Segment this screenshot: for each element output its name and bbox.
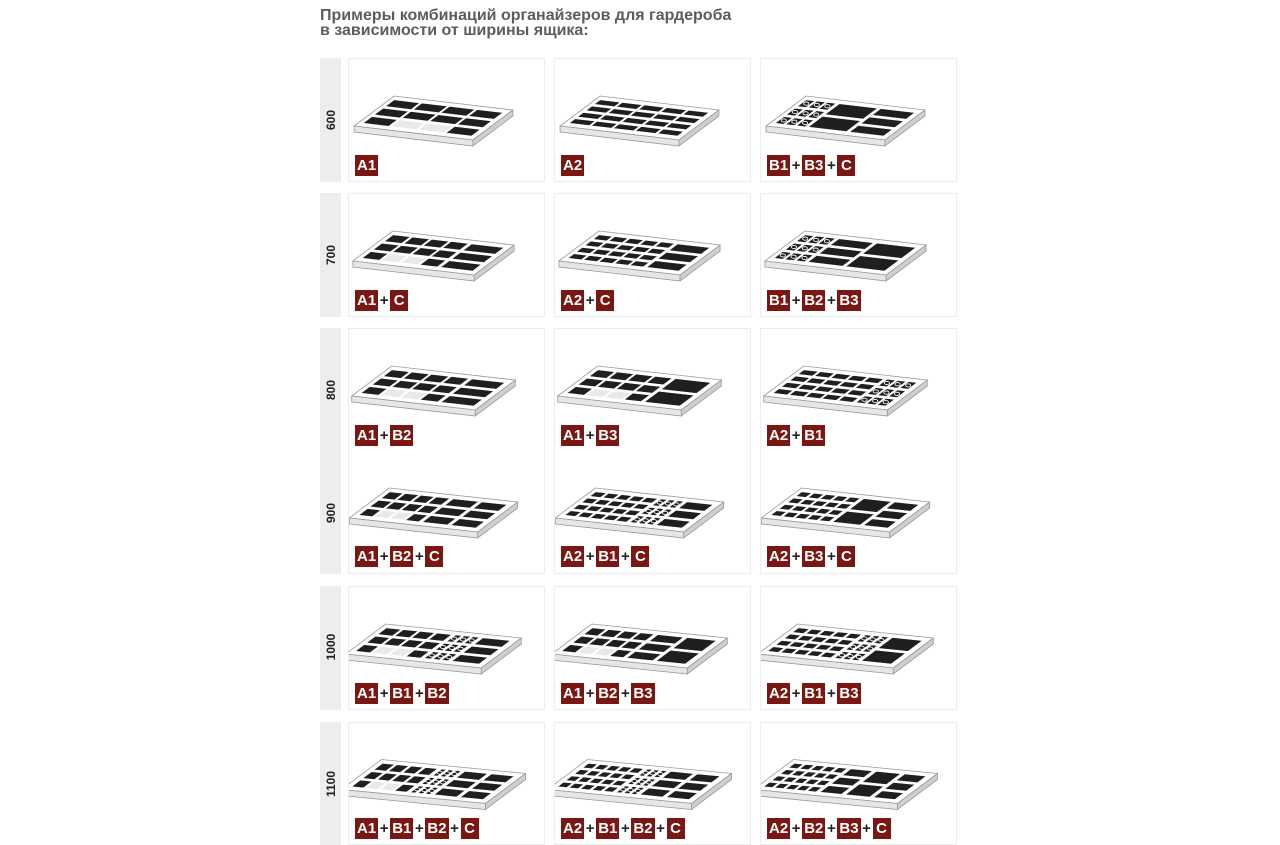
width-label bbox=[320, 498, 341, 528]
organizer-tray-image bbox=[555, 194, 752, 292]
organizer-tray-image bbox=[555, 587, 752, 685]
organizer-tray-image bbox=[349, 587, 546, 685]
module-chip: C bbox=[873, 818, 891, 839]
organizer-tray-image bbox=[761, 194, 958, 292]
width-group-800 bbox=[320, 328, 960, 452]
combination-formula bbox=[767, 818, 891, 839]
plus-sign: + bbox=[620, 820, 630, 837]
combination-cell bbox=[348, 452, 545, 574]
page-title bbox=[320, 8, 731, 38]
organizer-tray-image bbox=[349, 723, 546, 820]
plus-sign: + bbox=[791, 157, 801, 174]
module-chip: A1 bbox=[563, 427, 583, 444]
width-label bbox=[320, 632, 341, 662]
module-chip: A1 bbox=[563, 685, 583, 702]
combination-cell bbox=[760, 328, 957, 453]
organizer-tray-image bbox=[761, 723, 958, 820]
combination-cell bbox=[348, 193, 545, 317]
module-chip: B2 bbox=[598, 685, 618, 702]
combination-formula bbox=[355, 546, 443, 567]
plus-sign: + bbox=[414, 685, 424, 702]
module-chip: B2 bbox=[804, 292, 824, 309]
width-label bbox=[320, 105, 341, 135]
module-chip: A2 bbox=[563, 548, 583, 565]
organizer-tray-image bbox=[349, 452, 546, 548]
plus-sign: + bbox=[585, 292, 595, 309]
combination-cell bbox=[554, 58, 751, 182]
module-chip: C bbox=[837, 546, 855, 567]
combination-formula bbox=[767, 546, 855, 567]
plus-sign: + bbox=[826, 292, 836, 309]
module-chip: C bbox=[837, 155, 855, 176]
width-label-text: 1100 bbox=[323, 770, 338, 798]
module-chip: A2 bbox=[769, 820, 789, 837]
plus-sign: + bbox=[826, 157, 836, 174]
combination-cell bbox=[554, 193, 751, 317]
module-chip: A2 bbox=[769, 685, 789, 702]
module-chip: A1 bbox=[357, 157, 377, 174]
combination-cell bbox=[760, 452, 957, 574]
combination-cell bbox=[760, 193, 957, 317]
width-label bbox=[320, 769, 341, 799]
plus-sign: + bbox=[379, 427, 389, 444]
combination-cell bbox=[348, 722, 545, 845]
module-chip: B2 bbox=[392, 427, 412, 444]
module-chip: B2 bbox=[392, 548, 412, 565]
combination-formula bbox=[355, 683, 449, 704]
organizer-tray-image bbox=[761, 452, 958, 548]
combination-formula bbox=[767, 290, 861, 311]
module-chip: B3 bbox=[633, 685, 653, 702]
module-chip: B3 bbox=[804, 548, 824, 565]
combination-formula bbox=[561, 818, 685, 839]
module-chip: C bbox=[631, 546, 649, 567]
module-chip: A2 bbox=[563, 157, 583, 174]
module-chip: A2 bbox=[563, 820, 583, 837]
combination-formula bbox=[355, 290, 408, 311]
organizer-tray-image bbox=[761, 329, 958, 427]
module-chip: A1 bbox=[357, 427, 377, 444]
plus-sign: + bbox=[791, 427, 801, 444]
organizer-tray-image bbox=[555, 723, 752, 820]
module-chip: A2 bbox=[769, 548, 789, 565]
combination-cell bbox=[554, 722, 751, 845]
module-chip: A2 bbox=[769, 427, 789, 444]
width-label-text: 1000 bbox=[323, 633, 338, 661]
width-label-text: 600 bbox=[323, 109, 338, 131]
combination-formula bbox=[767, 683, 861, 704]
module-chip: A2 bbox=[563, 292, 583, 309]
plus-sign: + bbox=[791, 292, 801, 309]
combination-formula bbox=[561, 425, 619, 446]
module-chip: B3 bbox=[839, 685, 859, 702]
plus-sign: + bbox=[826, 820, 836, 837]
module-chip: B2 bbox=[427, 820, 447, 837]
organizer-tray-image bbox=[761, 587, 958, 685]
module-chip: A1 bbox=[357, 548, 377, 565]
plus-sign: + bbox=[585, 820, 595, 837]
combination-formula bbox=[561, 546, 649, 567]
module-chip: B1 bbox=[804, 427, 824, 444]
width-label bbox=[320, 240, 341, 270]
combination-cell bbox=[348, 586, 545, 710]
module-chip: B1 bbox=[769, 292, 789, 309]
plus-sign: + bbox=[379, 820, 389, 837]
width-group-1100 bbox=[320, 722, 960, 845]
width-label-text: 800 bbox=[323, 379, 338, 401]
module-chip: B2 bbox=[804, 820, 824, 837]
width-group-1000 bbox=[320, 586, 960, 710]
plus-sign: + bbox=[450, 820, 459, 837]
module-chip: C bbox=[461, 818, 479, 839]
module-chip: B1 bbox=[392, 820, 412, 837]
module-chip: B1 bbox=[392, 685, 412, 702]
organizer-tray-image bbox=[349, 59, 546, 157]
organizer-tray-image bbox=[349, 194, 546, 292]
combination-formula bbox=[355, 425, 413, 446]
combination-cell bbox=[348, 328, 545, 453]
plus-sign: + bbox=[620, 685, 630, 702]
plus-sign: + bbox=[379, 548, 389, 565]
combination-formula bbox=[355, 155, 378, 176]
module-chip: B3 bbox=[839, 820, 859, 837]
page-title-line-2: в зависимости от ширины ящика: bbox=[320, 22, 589, 39]
combination-cell bbox=[554, 452, 751, 574]
module-chip: A1 bbox=[357, 292, 377, 309]
module-chip: B2 bbox=[427, 685, 447, 702]
module-chip: B1 bbox=[804, 685, 824, 702]
plus-sign: + bbox=[585, 548, 595, 565]
combination-formula bbox=[355, 818, 479, 839]
plus-sign: + bbox=[585, 685, 595, 702]
plus-sign: + bbox=[826, 548, 836, 565]
combination-formula bbox=[561, 155, 584, 176]
module-chip: B2 bbox=[633, 820, 653, 837]
combination-cell bbox=[554, 586, 751, 710]
module-chip: B1 bbox=[769, 157, 789, 174]
width-label-text: 900 bbox=[323, 502, 338, 524]
module-chip: B3 bbox=[598, 427, 618, 444]
plus-sign: + bbox=[379, 292, 389, 309]
combination-cell bbox=[554, 328, 751, 453]
page-title-line-1: Примеры комбинаций органайзеров для гардероба bbox=[320, 7, 732, 24]
combination-cell bbox=[348, 58, 545, 182]
plus-sign: + bbox=[791, 548, 801, 565]
combination-formula bbox=[561, 683, 655, 704]
module-chip: B1 bbox=[598, 820, 618, 837]
organizer-tray-image bbox=[349, 329, 546, 427]
plus-sign: + bbox=[414, 820, 424, 837]
plus-sign: + bbox=[791, 820, 801, 837]
combination-formula bbox=[767, 425, 825, 446]
module-chip: B3 bbox=[804, 157, 824, 174]
plus-sign: + bbox=[379, 685, 389, 702]
width-group-600 bbox=[320, 58, 960, 182]
organizer-tray-image bbox=[555, 329, 752, 427]
plus-sign: + bbox=[585, 427, 595, 444]
combination-cell bbox=[760, 722, 957, 845]
organizer-tray-image bbox=[555, 59, 752, 157]
module-chip: A1 bbox=[357, 685, 377, 702]
plus-sign: + bbox=[414, 548, 424, 565]
module-chip: A1 bbox=[357, 820, 377, 837]
module-chip: B1 bbox=[598, 548, 618, 565]
plus-sign: + bbox=[791, 685, 801, 702]
width-label bbox=[320, 375, 341, 405]
combination-cell bbox=[760, 586, 957, 710]
width-group-900 bbox=[320, 452, 960, 574]
width-label-text: 700 bbox=[323, 244, 338, 266]
module-chip: C bbox=[667, 818, 685, 839]
combination-formula bbox=[767, 155, 855, 176]
plus-sign: + bbox=[656, 820, 665, 837]
width-group-700 bbox=[320, 193, 960, 317]
combination-cell bbox=[760, 58, 957, 182]
plus-sign: + bbox=[826, 685, 836, 702]
organizer-tray-image bbox=[555, 452, 752, 548]
module-chip: B3 bbox=[839, 292, 859, 309]
combination-formula bbox=[561, 290, 614, 311]
module-chip: C bbox=[425, 546, 443, 567]
organizer-tray-image bbox=[761, 59, 958, 157]
plus-sign: + bbox=[862, 820, 871, 837]
module-chip: C bbox=[596, 290, 614, 311]
plus-sign: + bbox=[620, 548, 630, 565]
module-chip: C bbox=[390, 290, 408, 311]
